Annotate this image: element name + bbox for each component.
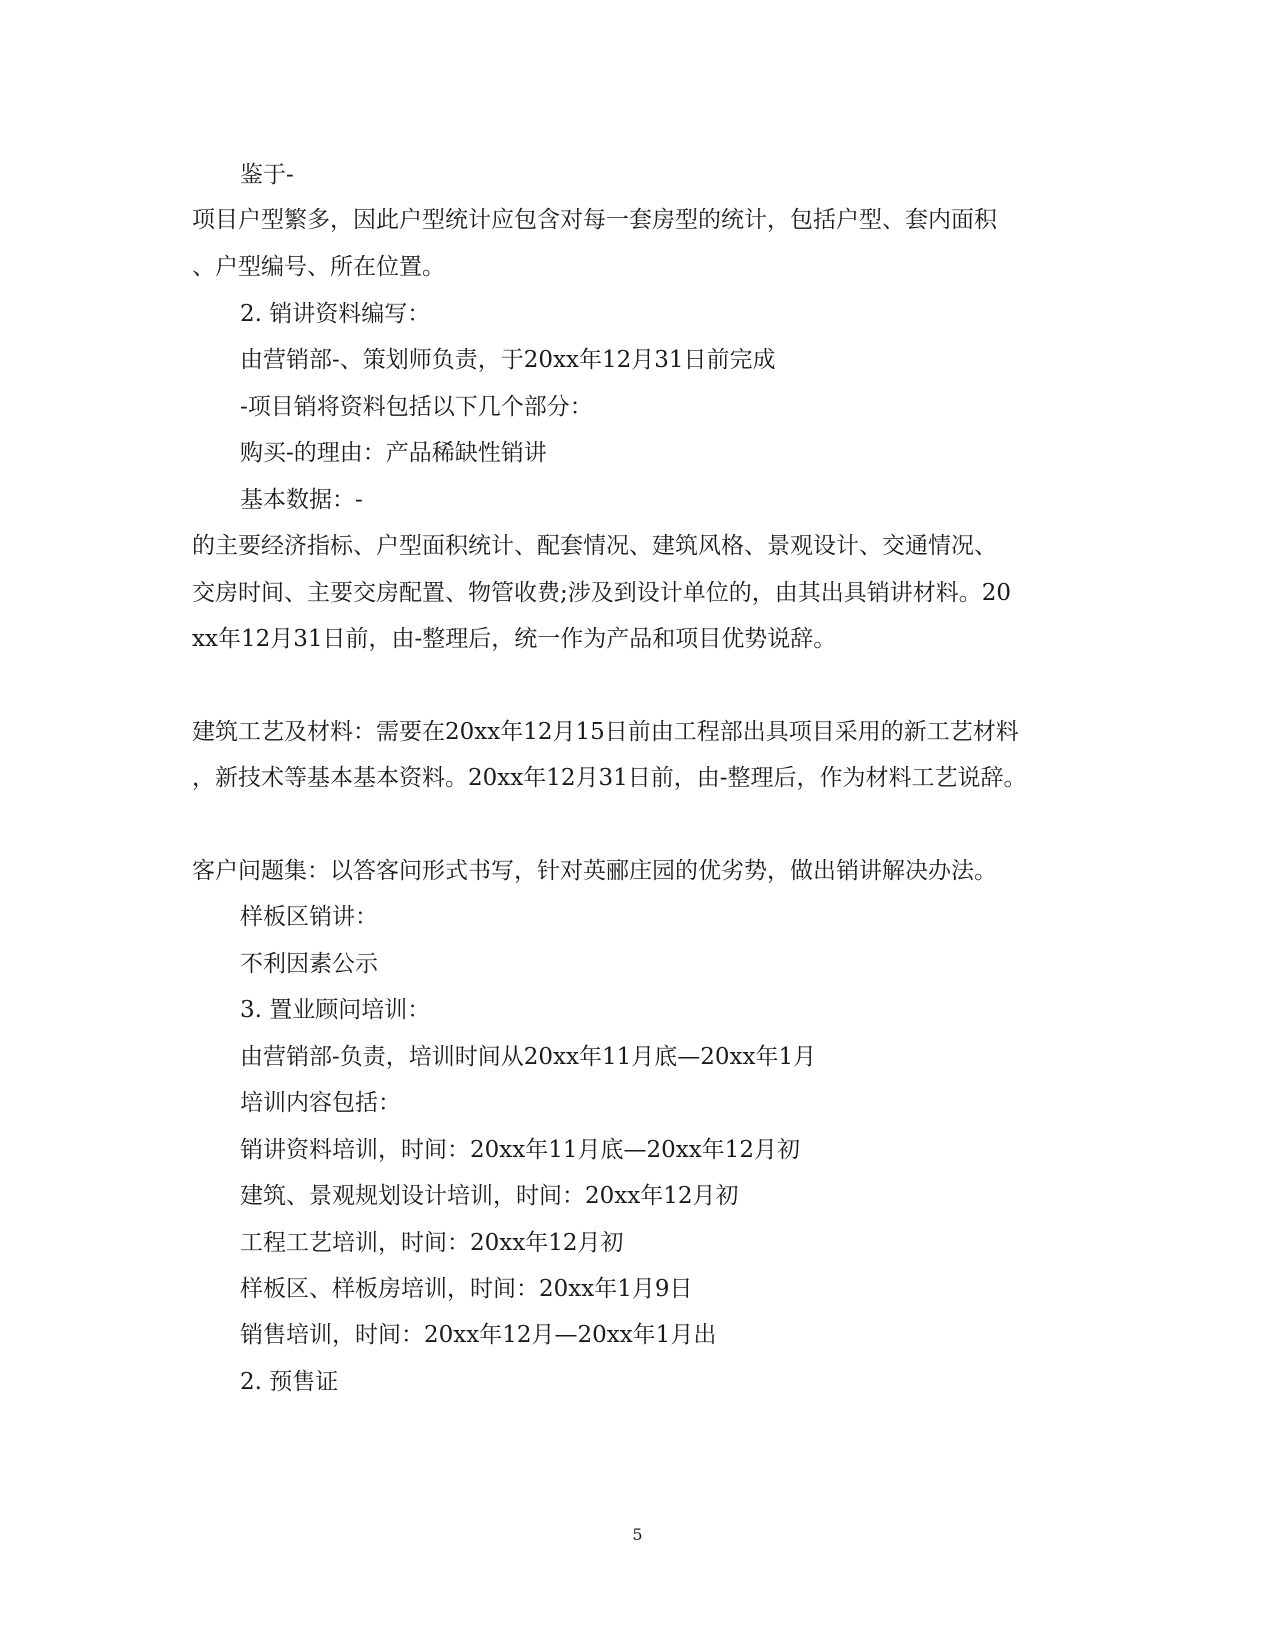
text-line: 购买-的理由：产品稀缺性销讲	[240, 440, 547, 466]
text-line: 项目户型繁多，因此户型统计应包含对每一套房型的统计，包括户型、套内面积	[192, 207, 997, 233]
text-line: 由营销部-负责，培训时间从20xx年11月底—20xx年1月	[240, 1044, 817, 1070]
text-line: 、户型编号、所在位置。	[192, 254, 445, 280]
text-line: 的主要经济指标、户型面积统计、配套情况、建筑风格、景观设计、交通情况、	[192, 533, 997, 559]
text-line: 培训内容包括：	[240, 1090, 401, 1116]
text-line: 工程工艺培训，时间：20xx年12月初	[240, 1230, 624, 1256]
text-line: 样板区、样板房培训，时间：20xx年1月9日	[240, 1276, 693, 1302]
text-line: 鉴于-	[240, 162, 294, 188]
text-line: ，新技术等基本基本资料。20xx年12月31日前，由-整理后，作为材料工艺说辞。	[192, 765, 1027, 791]
text-line: 客户问题集：以答客问形式书写，针对英郦庄园的优劣势，做出销讲解决办法。	[192, 858, 997, 884]
text-line: 样板区销讲：	[240, 904, 378, 930]
text-line: 销讲资料培训，时间：20xx年11月底—20xx年12月初	[240, 1137, 800, 1163]
text-line: 交房时间、主要交房配置、物管收费;涉及到设计单位的，由其出具销讲材料。20	[192, 580, 1012, 606]
text-line: 建筑、景观规划设计培训，时间：20xx年12月初	[240, 1183, 739, 1209]
text-line: 不利因素公示	[240, 951, 378, 977]
text-line: -项目销将资料包括以下几个部分：	[240, 394, 593, 420]
text-line: 基本数据：-	[240, 487, 363, 513]
text-line: 销售培训，时间：20xx年12月—20xx年1月出	[240, 1322, 717, 1348]
text-line: 由营销部-、策划师负责，于20xx年12月31日前完成	[240, 347, 776, 373]
text-line: 2. 预售证	[240, 1369, 339, 1395]
text-line: 2. 销讲资料编写：	[240, 301, 431, 327]
page-number: 5	[632, 1525, 643, 1544]
text-line: 3. 置业顾问培训：	[240, 997, 431, 1023]
text-line: xx年12月31日前，由-整理后，统一作为产品和项目优势说辞。	[192, 626, 837, 652]
text-line: 建筑工艺及材料：需要在20xx年12月15日前由工程部出具项目采用的新工艺材料	[192, 719, 1019, 745]
